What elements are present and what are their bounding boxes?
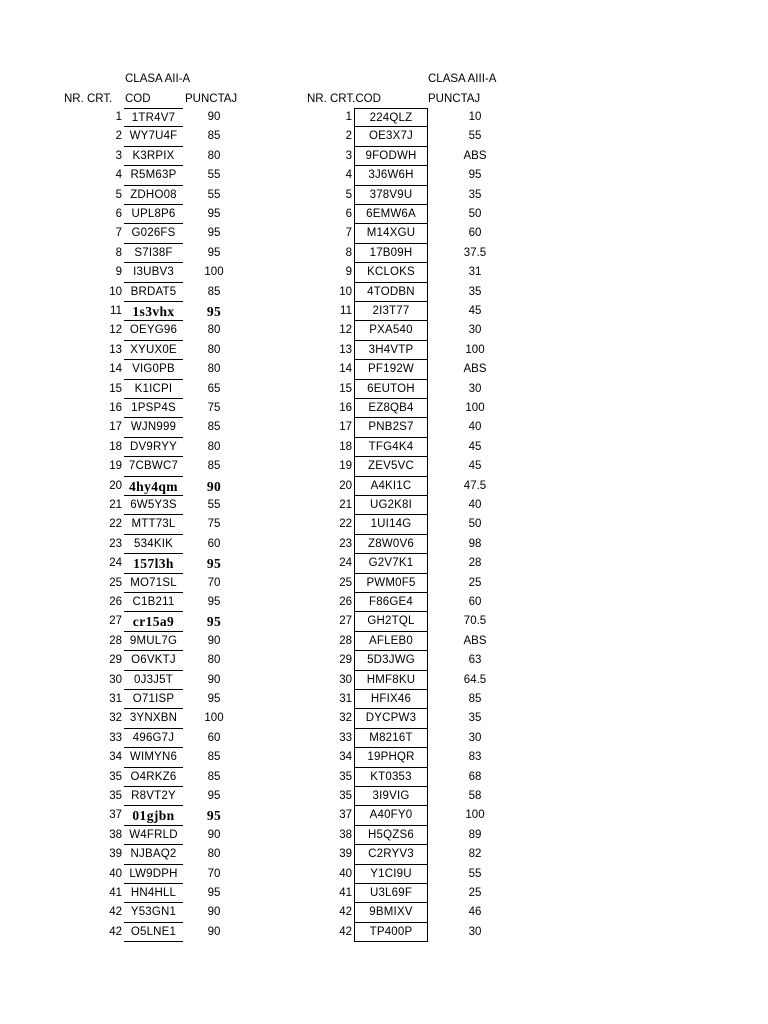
score-value: 95 bbox=[207, 887, 221, 899]
score-value: 90 bbox=[207, 828, 221, 841]
student-code: W4FRLD bbox=[124, 826, 183, 845]
score-value: 25 bbox=[468, 887, 482, 899]
row-number: 24 bbox=[109, 557, 122, 570]
score-value: 35 bbox=[468, 188, 482, 201]
student-code: G026FS bbox=[124, 224, 183, 243]
row-number: 19 bbox=[339, 460, 352, 473]
student-code: A40FY0 bbox=[354, 806, 428, 825]
row-number: 30 bbox=[109, 673, 122, 686]
student-code: UG2K8I bbox=[354, 496, 428, 515]
left-header-nr: NR. CRT. bbox=[64, 93, 113, 105]
student-code: O6VKTJ bbox=[124, 651, 183, 670]
row-number: 32 bbox=[339, 712, 352, 725]
score-value: 95 bbox=[207, 693, 221, 705]
score-value: 60 bbox=[468, 596, 482, 608]
student-code: ZEV5VC bbox=[354, 457, 428, 476]
row-number: 21 bbox=[339, 499, 352, 511]
score-value: 100 bbox=[204, 266, 224, 279]
row-number: 39 bbox=[339, 848, 352, 861]
student-code: KT0353 bbox=[354, 768, 428, 787]
row-number: 11 bbox=[340, 305, 352, 317]
student-code: 2I3T77 bbox=[354, 302, 428, 321]
student-code: U3L69F bbox=[354, 884, 428, 903]
student-code: MTT73L bbox=[124, 515, 183, 534]
row-number: 35 bbox=[339, 790, 352, 802]
score-value: 31 bbox=[468, 266, 482, 279]
student-code: VIG0PB bbox=[124, 360, 183, 379]
row-number: 27 bbox=[109, 615, 122, 628]
student-code: TFG4K4 bbox=[354, 438, 428, 457]
score-value: 75 bbox=[207, 518, 221, 531]
score-value: 30 bbox=[468, 731, 482, 744]
left-header-code: COD bbox=[125, 93, 151, 105]
left-header-score: PUNCTAJ bbox=[185, 93, 238, 105]
row-number: 5 bbox=[345, 188, 352, 201]
score-value: ABS bbox=[463, 149, 487, 162]
score-value: 10 bbox=[468, 111, 482, 123]
score-value: 60 bbox=[207, 537, 221, 550]
score-value: 75 bbox=[207, 402, 221, 414]
row-number: 9 bbox=[345, 266, 352, 279]
score-value: 100 bbox=[465, 343, 485, 356]
score-value: 37.5 bbox=[463, 246, 487, 259]
score-value: 85 bbox=[207, 130, 221, 143]
student-code: 7CBWC7 bbox=[124, 457, 183, 476]
student-code: 3J6W6H bbox=[354, 166, 428, 185]
row-number: 18 bbox=[339, 440, 352, 453]
student-code: A4KI1C bbox=[354, 477, 428, 496]
student-code: 4hy4qm bbox=[124, 477, 183, 496]
student-code: 1s3vhx bbox=[124, 302, 183, 321]
score-value: 50 bbox=[468, 518, 482, 531]
score-value: 35 bbox=[468, 285, 482, 298]
row-number: 23 bbox=[339, 537, 352, 550]
score-value: 70 bbox=[207, 867, 221, 880]
row-number: 42 bbox=[109, 906, 122, 919]
score-value: 80 bbox=[207, 343, 221, 356]
student-code: 6EUTOH bbox=[354, 380, 428, 399]
student-code: KCLOKS bbox=[354, 263, 428, 282]
student-code: 01gjbn bbox=[124, 806, 183, 825]
student-code: 19PHQR bbox=[354, 748, 428, 767]
row-number: 22 bbox=[109, 518, 122, 531]
row-number: 10 bbox=[109, 285, 122, 298]
score-value: 95 bbox=[207, 227, 221, 240]
student-code: 9FODWH bbox=[354, 147, 428, 166]
row-number: 24 bbox=[339, 557, 352, 570]
score-value: 40 bbox=[468, 421, 482, 434]
score-value: 90 bbox=[207, 925, 221, 938]
student-code: K1ICPI bbox=[124, 380, 183, 399]
student-code: HFIX46 bbox=[354, 690, 428, 709]
row-number: 40 bbox=[109, 867, 122, 880]
student-code: WJN999 bbox=[124, 418, 183, 437]
student-code: XYUX0E bbox=[124, 341, 183, 360]
row-number: 18 bbox=[109, 440, 122, 453]
score-value: 60 bbox=[468, 227, 482, 240]
row-number: 13 bbox=[109, 343, 122, 356]
row-number: 5 bbox=[115, 188, 122, 201]
student-code: 3I9VIG bbox=[354, 787, 428, 806]
student-code: H5QZS6 bbox=[354, 826, 428, 845]
score-value: 90 bbox=[207, 673, 221, 686]
student-code: G2V7K1 bbox=[354, 554, 428, 573]
score-value: 58 bbox=[468, 790, 482, 802]
student-code: 157l3h bbox=[124, 554, 183, 573]
score-value: 80 bbox=[207, 440, 221, 453]
student-code: ZDHO08 bbox=[124, 186, 183, 205]
student-code: O5LNE1 bbox=[124, 923, 183, 942]
left-class-title: CLASA AII-A bbox=[125, 73, 191, 85]
student-code: TP400P bbox=[354, 923, 428, 942]
student-code: OEYG96 bbox=[124, 321, 183, 340]
row-number: 8 bbox=[345, 246, 352, 259]
score-value: 55 bbox=[468, 130, 482, 143]
row-number: 28 bbox=[339, 634, 352, 647]
right-class-title: CLASA AIII-A bbox=[428, 73, 497, 85]
student-code: 1PSP4S bbox=[124, 399, 183, 418]
row-number: 34 bbox=[339, 751, 352, 764]
student-code: AFLEB0 bbox=[354, 632, 428, 651]
student-code: 1UI14G bbox=[354, 515, 428, 534]
student-code: NJBAQ2 bbox=[124, 845, 183, 864]
score-value: 40 bbox=[468, 499, 482, 511]
row-number: 20 bbox=[339, 479, 352, 492]
score-value: 70 bbox=[207, 576, 221, 589]
score-value: 68 bbox=[468, 770, 482, 783]
score-value: 83 bbox=[468, 751, 482, 764]
row-number: 1 bbox=[345, 111, 352, 123]
student-code: K3RPIX bbox=[124, 147, 183, 166]
score-value: 95 bbox=[207, 246, 221, 259]
score-value: 55 bbox=[207, 188, 221, 201]
student-code: S7I38F bbox=[124, 244, 183, 263]
row-number: 19 bbox=[109, 460, 122, 473]
row-number: 13 bbox=[339, 343, 352, 356]
student-code: PF192W bbox=[354, 360, 428, 379]
student-code: C2RYV3 bbox=[354, 845, 428, 864]
row-number: 3 bbox=[345, 149, 352, 162]
row-number: 37 bbox=[339, 809, 352, 822]
score-value: 80 bbox=[207, 848, 221, 861]
row-number: 31 bbox=[109, 693, 122, 705]
score-value: 100 bbox=[465, 809, 485, 822]
score-value: 60 bbox=[207, 731, 221, 744]
score-value: 63 bbox=[468, 654, 482, 667]
row-number: 40 bbox=[339, 867, 352, 880]
row-number: 17 bbox=[339, 421, 352, 434]
row-number: 29 bbox=[339, 654, 352, 667]
row-number: 38 bbox=[339, 828, 352, 841]
row-number: 6 bbox=[115, 208, 122, 220]
row-number: 12 bbox=[109, 324, 122, 337]
row-number: 26 bbox=[339, 596, 352, 608]
row-number: 7 bbox=[115, 227, 122, 240]
score-value: 45 bbox=[468, 305, 482, 317]
score-value: ABS bbox=[463, 634, 487, 647]
student-code: OE3X7J bbox=[354, 127, 428, 146]
student-code: Y53GN1 bbox=[124, 903, 183, 922]
score-value: 95 bbox=[207, 208, 221, 220]
row-number: 37 bbox=[109, 809, 122, 822]
score-value: 80 bbox=[207, 363, 221, 376]
score-value: 90 bbox=[206, 478, 222, 494]
score-value: 64.5 bbox=[463, 673, 487, 686]
student-code: M14XGU bbox=[354, 224, 428, 243]
score-value: 82 bbox=[468, 848, 482, 861]
student-code: 6EMW6A bbox=[354, 205, 428, 224]
student-code: 378V9U bbox=[354, 186, 428, 205]
student-code: PNB2S7 bbox=[354, 418, 428, 437]
student-code: Y1CI9U bbox=[354, 865, 428, 884]
score-value: 80 bbox=[207, 654, 221, 667]
student-code: 224QLZ bbox=[354, 108, 428, 127]
score-value: 90 bbox=[207, 634, 221, 647]
student-code: BRDAT5 bbox=[124, 283, 183, 302]
row-number: 21 bbox=[109, 499, 122, 511]
student-code: HN4HLL bbox=[124, 884, 183, 903]
score-value: 80 bbox=[207, 324, 221, 337]
student-code: 3YNXBN bbox=[124, 709, 183, 728]
score-value: 55 bbox=[207, 169, 221, 182]
score-value: 95 bbox=[206, 808, 222, 824]
row-number: 35 bbox=[109, 790, 122, 802]
student-code: 0J3J5T bbox=[124, 671, 183, 690]
score-value: 46 bbox=[468, 906, 482, 919]
row-number: 39 bbox=[109, 848, 122, 861]
student-code: 3H4VTP bbox=[354, 341, 428, 360]
row-number: 10 bbox=[339, 285, 352, 298]
row-number: 16 bbox=[109, 402, 122, 414]
score-value: 95 bbox=[468, 169, 482, 182]
student-code: Z8W0V6 bbox=[354, 535, 428, 554]
row-number: 14 bbox=[339, 363, 352, 376]
student-code: DV9RYY bbox=[124, 438, 183, 457]
score-value: 30 bbox=[468, 324, 482, 337]
student-code: MO71SL bbox=[124, 574, 183, 593]
row-number: 35 bbox=[109, 770, 122, 783]
row-number: 27 bbox=[339, 615, 352, 628]
student-code: R5M63P bbox=[124, 166, 183, 185]
student-code: 9BMIXV bbox=[354, 903, 428, 922]
row-number: 4 bbox=[345, 169, 352, 182]
score-value: 85 bbox=[207, 460, 221, 473]
row-number: 6 bbox=[345, 208, 352, 220]
row-number: 30 bbox=[339, 673, 352, 686]
student-code: 534KIK bbox=[124, 535, 183, 554]
score-value: 47.5 bbox=[463, 479, 487, 492]
student-code: DYCPW3 bbox=[354, 709, 428, 728]
score-value: 30 bbox=[468, 382, 482, 395]
student-code: F86GE4 bbox=[354, 593, 428, 612]
student-code: 496G7J bbox=[124, 729, 183, 748]
student-code: cr15a9 bbox=[124, 612, 183, 631]
row-number: 8 bbox=[115, 246, 122, 259]
score-value: 25 bbox=[468, 576, 482, 589]
student-code: UPL8P6 bbox=[124, 205, 183, 224]
row-number: 26 bbox=[109, 596, 122, 608]
score-value: 50 bbox=[468, 208, 482, 220]
student-code: WY7U4F bbox=[124, 127, 183, 146]
student-code: O71ISP bbox=[124, 690, 183, 709]
row-number: 42 bbox=[109, 925, 122, 938]
row-number: 34 bbox=[109, 751, 122, 764]
score-value: 90 bbox=[207, 111, 221, 123]
score-value: 95 bbox=[206, 556, 222, 572]
row-number: 41 bbox=[109, 887, 122, 899]
row-number: 33 bbox=[109, 731, 122, 744]
score-value: 45 bbox=[468, 460, 482, 473]
score-value: 95 bbox=[206, 304, 222, 319]
row-number: 12 bbox=[339, 324, 352, 337]
row-number: 28 bbox=[109, 634, 122, 647]
row-number: 42 bbox=[339, 925, 352, 938]
score-value: 85 bbox=[468, 693, 482, 705]
score-value: 28 bbox=[468, 557, 482, 570]
student-code: R8VT2Y bbox=[124, 787, 183, 806]
row-number: 38 bbox=[109, 828, 122, 841]
right-header-score: PUNCTAJ bbox=[428, 93, 481, 105]
row-number: 22 bbox=[339, 518, 352, 531]
score-value: 95 bbox=[206, 614, 222, 630]
score-value: 95 bbox=[207, 790, 221, 802]
row-number: 29 bbox=[109, 654, 122, 667]
row-number: 25 bbox=[339, 576, 352, 589]
student-code: 5D3JWG bbox=[354, 651, 428, 670]
score-value: 80 bbox=[207, 149, 221, 162]
score-value: 100 bbox=[465, 402, 485, 414]
student-code: WIMYN6 bbox=[124, 748, 183, 767]
score-value: 65 bbox=[207, 382, 221, 395]
row-number: 15 bbox=[109, 382, 122, 395]
student-code: 1TR4V7 bbox=[124, 108, 183, 127]
row-number: 9 bbox=[115, 266, 122, 279]
score-value: 100 bbox=[204, 712, 224, 725]
row-number: 15 bbox=[339, 382, 352, 395]
student-code: GH2TQL bbox=[354, 612, 428, 631]
row-number: 3 bbox=[115, 149, 122, 162]
score-value: 45 bbox=[468, 440, 482, 453]
score-value: 89 bbox=[468, 828, 482, 841]
score-value: 95 bbox=[207, 596, 221, 608]
student-code: PWM0F5 bbox=[354, 574, 428, 593]
row-number: 32 bbox=[109, 712, 122, 725]
row-number: 2 bbox=[345, 130, 352, 143]
student-code: HMF8KU bbox=[354, 671, 428, 690]
score-value: 85 bbox=[207, 421, 221, 434]
score-value: 70.5 bbox=[463, 615, 487, 628]
score-value: 98 bbox=[468, 537, 482, 550]
student-code: 17B09H bbox=[354, 244, 428, 263]
student-code: O4RKZ6 bbox=[124, 768, 183, 787]
row-number: 35 bbox=[339, 770, 352, 783]
student-code: C1B211 bbox=[124, 593, 183, 612]
row-number: 4 bbox=[115, 169, 122, 182]
row-number: 2 bbox=[115, 130, 122, 143]
student-code: PXA540 bbox=[354, 321, 428, 340]
score-value: 85 bbox=[207, 285, 221, 298]
student-code: LW9DPH bbox=[124, 865, 183, 884]
score-value: 35 bbox=[468, 712, 482, 725]
row-number: 1 bbox=[115, 111, 122, 123]
row-number: 42 bbox=[339, 906, 352, 919]
score-value: 30 bbox=[468, 925, 482, 938]
row-number: 20 bbox=[109, 479, 122, 492]
row-number: 23 bbox=[109, 537, 122, 550]
row-number: 31 bbox=[339, 693, 352, 705]
row-number: 41 bbox=[339, 887, 352, 899]
score-value: 90 bbox=[207, 906, 221, 919]
student-code: M8216T bbox=[354, 729, 428, 748]
student-code: 9MUL7G bbox=[124, 632, 183, 651]
score-value: 55 bbox=[468, 867, 482, 880]
score-value: ABS bbox=[463, 363, 487, 376]
student-code: 4TODBN bbox=[354, 283, 428, 302]
row-number: 16 bbox=[339, 402, 352, 414]
row-number: 11 bbox=[110, 305, 122, 317]
row-number: 33 bbox=[339, 731, 352, 744]
right-header-nr-code: NR. CRT.COD bbox=[307, 93, 381, 105]
score-value: 85 bbox=[207, 751, 221, 764]
row-number: 17 bbox=[109, 421, 122, 434]
row-number: 25 bbox=[109, 576, 122, 589]
student-code: EZ8QB4 bbox=[354, 399, 428, 418]
row-number: 14 bbox=[109, 363, 122, 376]
student-code: I3UBV3 bbox=[124, 263, 183, 282]
student-code: 6W5Y3S bbox=[124, 496, 183, 515]
row-number: 7 bbox=[345, 227, 352, 240]
score-value: 55 bbox=[207, 499, 221, 511]
score-value: 85 bbox=[207, 770, 221, 783]
